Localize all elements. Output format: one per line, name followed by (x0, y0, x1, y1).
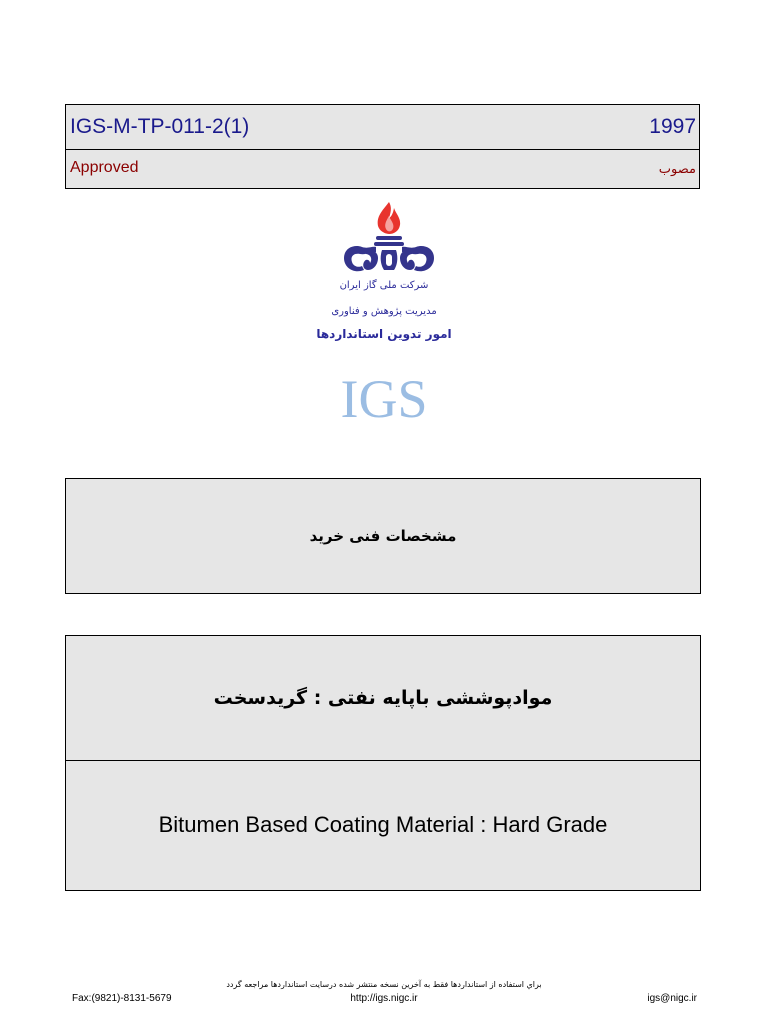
document-title-fa: موادپوششی باپایه نفتی : گریدسخت (213, 687, 553, 709)
nigc-flame-logo-icon (336, 200, 442, 276)
spec-type-title-fa: مشخصات فنی خرید (309, 527, 457, 545)
header-divider (66, 149, 699, 150)
org-department-fa: امور تدوین استانداردها (316, 327, 452, 341)
document-title-box (65, 635, 701, 891)
igs-brand-title: IGS (340, 369, 428, 429)
document-code: IGS-M-TP-011-2(1) (70, 115, 250, 138)
document-year: 1997 (649, 115, 696, 138)
spec-type-box (65, 478, 701, 594)
org-division-fa: مدیریت پژوهش و فناوری (331, 306, 437, 317)
org-name-fa: شرکت ملی گاز ایران (339, 280, 429, 291)
document-title-fa-cell (66, 636, 700, 761)
document-title-en: Bitumen Based Coating Material : Hard Grade (158, 812, 608, 837)
footer-fax: Fax:(9821)-8131-5679 (72, 993, 172, 1004)
status-approved-fa: مصوب (658, 161, 696, 176)
footer-website-link[interactable]: http://igs.nigc.ir (350, 993, 418, 1004)
document-title-en-cell (66, 760, 700, 890)
footer-email-link[interactable]: igs@nigc.ir (647, 993, 697, 1004)
status-approved-en: Approved (70, 159, 139, 176)
document-header (65, 104, 700, 189)
footer-note-fa: براي استفاده از استانداردها فقط به آخرین نسخه منتشر شده درسایت استانداردها مراجعه گردد (226, 980, 542, 989)
